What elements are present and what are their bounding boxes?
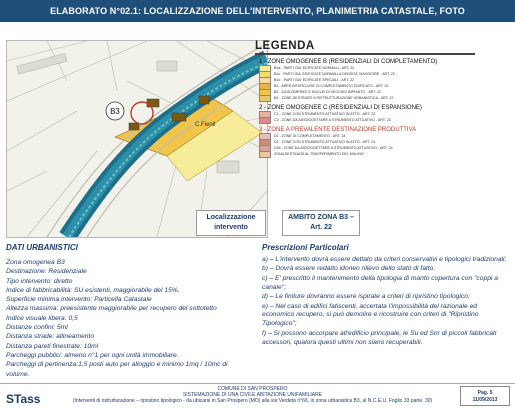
legend-item: B1c - PARTI GIA' EDIFICATE NORMALI A DENSITA' MAGGIORE - ART. 22 <box>259 71 509 77</box>
urban-data-line: Indice di fabbricabilità: SU esistenti, maggiorabile del 15%. <box>6 286 180 294</box>
prescription-line: a) – L'intervento dovrà essere dettato da criteri conservativi e tipologici tradizionali; <box>262 256 507 263</box>
legend-divider <box>255 53 475 55</box>
building <box>157 61 177 71</box>
urban-data-line: Distanza strade: allineamento <box>6 333 95 341</box>
company-logo <box>4 388 44 408</box>
urban-data-line: Parcheggi di pertinenza:1,5 posti auto per alloggio e minimo 1mq / 10mc di volume. <box>6 361 228 378</box>
urban-data-line: Superficie minima intervento: Particella Catastale <box>6 296 152 304</box>
prescriptions-panel <box>262 243 508 348</box>
legend-item: C1 - ZONE CON STRUMENTO ATTUATIVO IN ATTO - ART. 23 <box>259 111 509 117</box>
urban-data-list <box>6 258 246 379</box>
legend-item: D2 - ZONE CON STRUMENTO ATTUATIVO IN ATTO - ART. 24 <box>259 139 509 145</box>
legend-title: LEGENDA <box>255 40 315 52</box>
urban-data-line: Tipo intervento: diretto <box>6 277 73 285</box>
page-info-box <box>460 386 510 406</box>
building <box>217 161 239 173</box>
urban-data-line: Parcheggi pubblici: almeno n°1 per ogni unità immobiliare. <box>6 351 179 359</box>
prescription-line: f) – Si possono accorpare all'edificio principale, le Su ed Snr di piccoli fabbricati accessori, qualora questi ultimi non siano recuperabili. <box>262 329 497 346</box>
urban-data-line: Indice visuale libera: 0,5 <box>6 314 78 322</box>
legend-swatch <box>259 117 271 124</box>
prescriptions-list <box>262 256 508 348</box>
legend-item: B4 - ZONE DESTINATE A RISTRUTTURAZIONE URBANISTICA - ART. 22 <box>259 95 509 101</box>
prescription-line: c) – E' prescritto il mantenimento della tipologia di manto copertura con "coppi a canale"; <box>262 274 498 291</box>
urban-data-line: Destinazione: Residenziale <box>6 268 87 276</box>
urban-data-line: Distanza pareti finestrate: 10ml <box>6 342 99 350</box>
legend-item: B1a - PARTI GIA' EDIFICATE NORMALI - ART. 22 <box>259 65 509 71</box>
footer-description: (Interventi di ristrutturazione – ripristino tipologico - da ubicarsi in San Prospero (MO) alla via Verdeta n°66, in zona urbanistica B3, al N.C.E.U. Foglio 33 parte. 30) <box>72 398 433 404</box>
urban-data-line: Zona omogenea B3 <box>6 259 65 266</box>
legend-section-heading: 2 - ZONE OMOGENEE C (RESIDENZIALI DI ESPANSIONE) <box>259 105 422 111</box>
document-title: ELABORATO N°02.1: LOCALIZZAZIONE DELL'INTERVENTO, PLANIMETRIA CATASTALE, FOTO <box>0 0 515 22</box>
zoning-map <box>6 40 268 238</box>
urban-data-line: Altezza massima: preesistente maggiorabile per recupero del sottotetto <box>6 305 217 313</box>
legend-swatch <box>259 151 271 158</box>
page-footer <box>0 383 515 411</box>
footer-project: SISTEMAZIONE DI UNA CIVILE ABITAZIONE UNIFAMILIARE <box>182 392 323 398</box>
building <box>147 99 159 107</box>
building <box>129 123 139 130</box>
urban-data-panel <box>6 243 246 379</box>
legend-item: D1 - ZONE DI COMPLETAMENTO - ART. 24 <box>259 133 509 139</box>
map-drawing <box>7 41 267 237</box>
logo-text: STass <box>6 392 41 406</box>
prescription-line: d) – Le finiture dovranno essere ispirate a criteri di ripristino tipologico; <box>262 293 470 301</box>
legend-swatch <box>259 95 271 102</box>
footer-info <box>50 386 455 404</box>
zone-label: B3 <box>110 107 120 116</box>
legend-item: B2 - AREE INTERCLUSE DI COMPLETAMENTO EDIFICATO - ART. 22 <box>259 83 509 89</box>
legend-section-heading: 3 - ZONE A PREVALENTE DESTINAZIONE PRODUTTIVA <box>259 127 417 133</box>
urban-data-title: DATI URBANISTICI <box>6 243 78 252</box>
zone-callout: AMBITO ZONA B3 – Art. 22 <box>282 210 360 236</box>
footer-municipality: COMUNE DI SAN PROSPERO <box>217 386 288 392</box>
location-callout: Localizzazione intervento <box>196 210 266 236</box>
prescription-line: e) – Nel caso di edifici fatiscenti, accertata l'impossibilità del razionale ed economico recupero, si può demolire e ricostruire con criteri di "Ripristino Tipologico"; <box>262 302 479 328</box>
legend-item: B3 - AGGLOMERATI E NUCLEI DI VECCHIO IMPIANTO - ART. 22 <box>259 89 509 95</box>
building <box>199 96 209 104</box>
urban-data-line: Distanze confini: 5ml <box>6 324 68 332</box>
prescription-line: b) – Dovrà essere redatto idoneo rilievo dello stato di fatto; <box>262 265 436 273</box>
place-label: C.Fienil <box>195 122 216 128</box>
prescriptions-title: Prescrizioni Particolari <box>262 243 349 252</box>
building <box>172 113 186 121</box>
page-date: 11/09/2013 <box>472 397 498 403</box>
legend-item: B1b - PARTI GIA' EDIFICATE SPECIALI - ART. 22 <box>259 77 509 83</box>
legend-item: ZONA DESTINATA AL TRASFERIMENTO DEL MULINO <box>259 151 509 157</box>
legend-section-heading: 1 - ZONE OMOGENEE B (RESIDENZIALI DI COMPLETAMENTO) <box>259 59 438 65</box>
legend-item: C2 - ZONE DA ASSOGGETTARE A STRUMENTO ATTUATIVO - ART. 23 <box>259 117 509 123</box>
page-number: Pag. 5 <box>477 390 493 396</box>
legend-item: D2b - ZONE DA ASSOGGETTARE A STRUMENTO ATTUATIVO - ART. 24 <box>259 145 509 151</box>
